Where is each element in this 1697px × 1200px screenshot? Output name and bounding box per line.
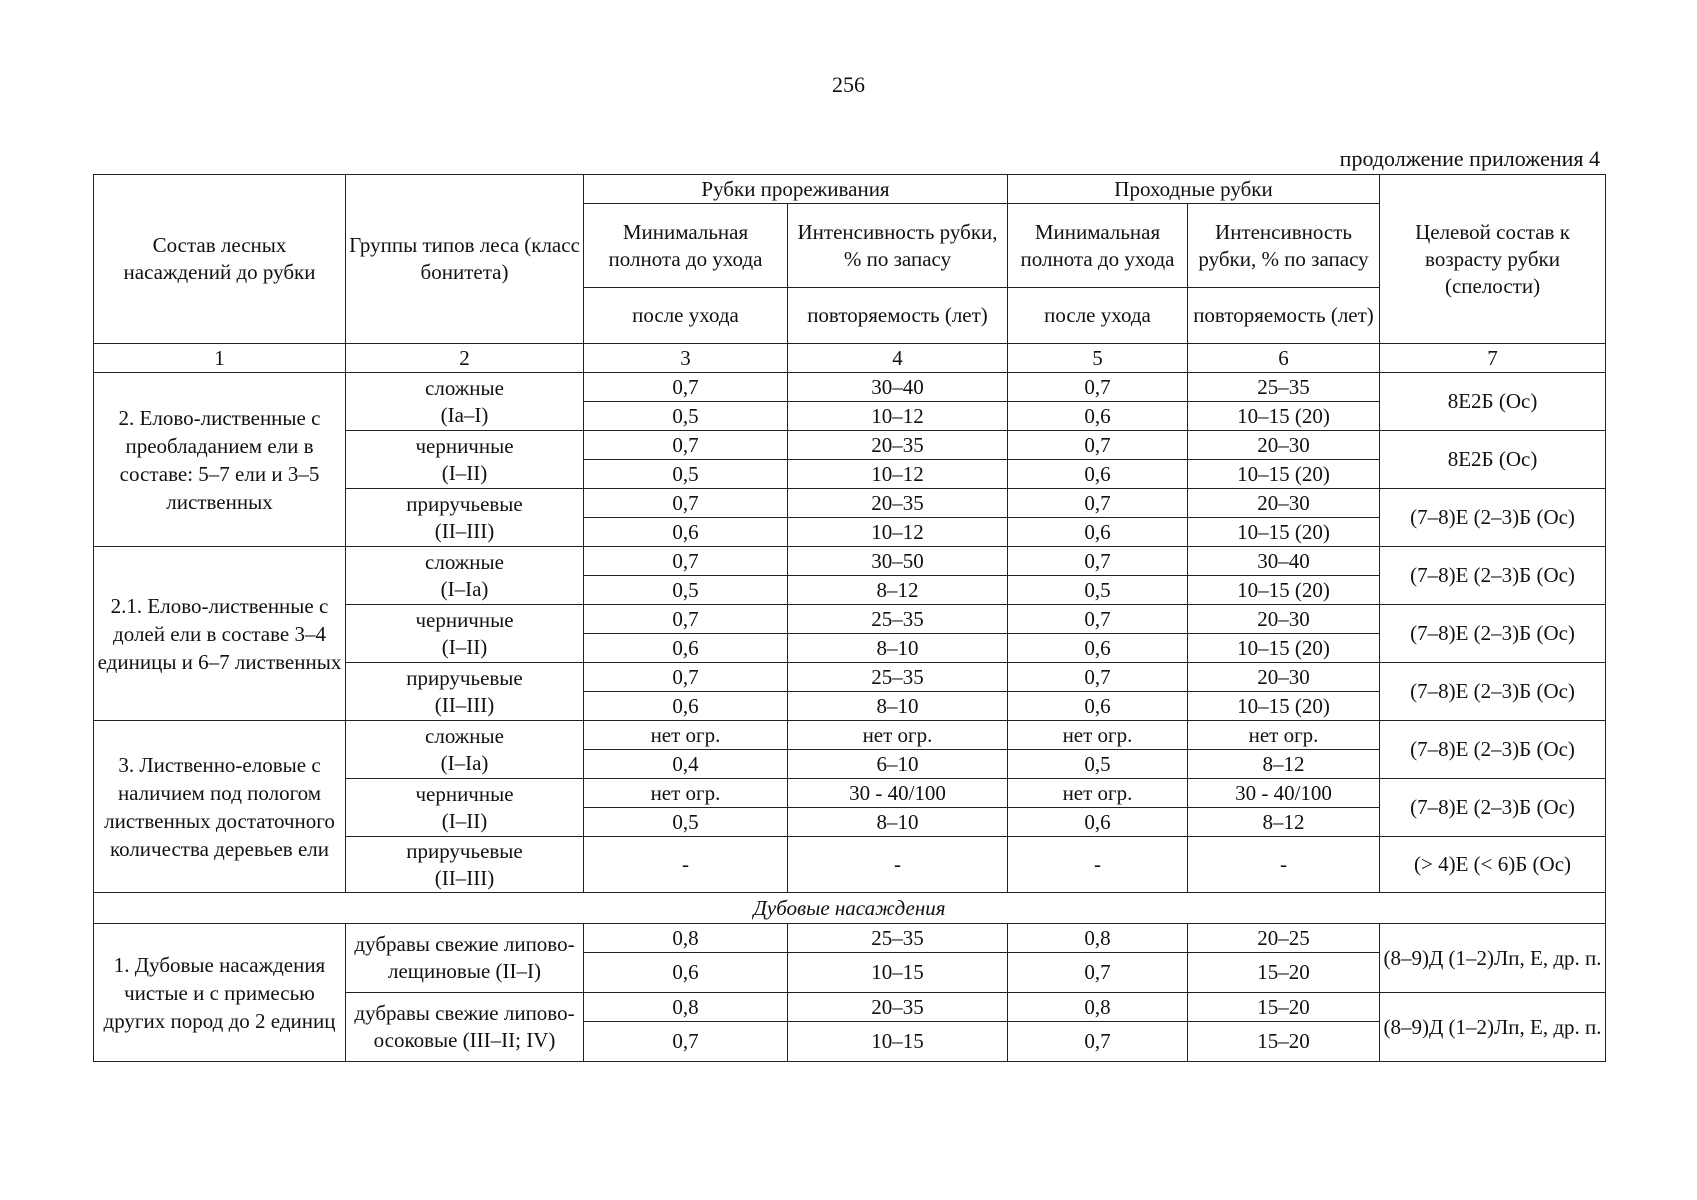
site-class: (I–Ia) (440, 576, 489, 601)
table-header (94, 175, 1606, 373)
table-row (94, 721, 1606, 750)
value-cell: 30–40 (1188, 547, 1380, 576)
value-cell: 0,7 (584, 663, 788, 692)
value-cell: 0,8 (1008, 924, 1188, 953)
value-cell: 10–15 (20) (1188, 692, 1380, 721)
value-cell: 0,8 (584, 924, 788, 953)
target-cell: (8–9)Д (1–2)Лп, Е, др. п. (1380, 924, 1606, 993)
target-cell: 8Е2Б (Ос) (1380, 373, 1606, 431)
value-cell: 10–15 (20) (1188, 518, 1380, 547)
value-cell: 0,5 (1008, 750, 1188, 779)
value-cell: 10–15 (20) (1188, 402, 1380, 431)
header-target-composition: Целевой состав к возрасту рубки (спелости) (1380, 175, 1606, 344)
composition-cell: 2. Елово-лиственные с преобладанием ели в составе: 5–7 ели и 3–5 лиственных (94, 373, 346, 547)
table-row (94, 373, 1606, 402)
target-cell: 8Е2Б (Ос) (1380, 431, 1606, 489)
header-composition: Состав лесных насаждений до рубки (94, 175, 346, 344)
value-cell: 0,7 (584, 1022, 788, 1062)
site-class: (II–III) (434, 865, 495, 890)
table-row (94, 547, 1606, 576)
value-cell: 0,7 (1008, 1022, 1188, 1062)
composition-cell: 1. Дубовые насаждения чистые и с примесью других пород до 2 единиц (94, 924, 346, 1062)
value-cell: 8–10 (788, 692, 1008, 721)
value-cell: 8–12 (788, 576, 1008, 605)
value-cell: 8–12 (1188, 808, 1380, 837)
target-cell: (> 4)Е (< 6)Б (Ос) (1380, 837, 1606, 893)
value-cell: 0,7 (1008, 953, 1188, 993)
header-min-density: Минимальная полнота до ухода (584, 204, 788, 288)
target-cell: (7–8)Е (2–3)Б (Ос) (1380, 779, 1606, 837)
column-number: 7 (1380, 344, 1606, 373)
column-number: 4 (788, 344, 1008, 373)
header-after: после ухода (584, 288, 788, 344)
value-cell: 20–35 (788, 993, 1008, 1022)
value-cell: 0,7 (1008, 605, 1188, 634)
column-numbers-row (94, 344, 1606, 373)
forest-group-cell (346, 373, 584, 431)
page-number: 256 (832, 72, 865, 97)
value-cell: 0,5 (584, 808, 788, 837)
table-body (94, 373, 1606, 1062)
forest-type: сложные (425, 375, 504, 400)
value-cell: 30–50 (788, 547, 1008, 576)
value-cell: 0,7 (584, 605, 788, 634)
forest-type: черничные (415, 607, 514, 632)
header-passage-cuts: Проходные рубки (1008, 175, 1380, 204)
value-cell: 25–35 (788, 663, 1008, 692)
value-cell: 0,7 (584, 373, 788, 402)
value-cell: 0,5 (584, 402, 788, 431)
forest-type: приручьевые (406, 491, 523, 516)
forest-group-cell: дубравы свежие липово-осоковые (III–II; IV) (346, 993, 584, 1062)
value-cell: 0,6 (584, 518, 788, 547)
forest-group-cell (346, 837, 584, 893)
site-class: (I–Ia) (440, 750, 489, 775)
value-cell: 0,6 (584, 634, 788, 663)
site-class: (I–II) (441, 808, 488, 833)
value-cell: 8–12 (1188, 750, 1380, 779)
composition-cell: 2.1. Елово-лиственные с долей ели в составе 3–4 единицы и 6–7 лиственных (94, 547, 346, 721)
forest-group-cell (346, 663, 584, 721)
composition-cell: 3. Лиственно-еловые с наличием под пологом лиственных достаточного количества деревьев ели (94, 721, 346, 893)
value-cell: 20–30 (1188, 663, 1380, 692)
value-cell: 20–25 (1188, 924, 1380, 953)
target-cell: (8–9)Д (1–2)Лп, Е, др. п. (1380, 993, 1606, 1062)
value-cell: 0,6 (1008, 402, 1188, 431)
value-cell: 10–15 (788, 1022, 1008, 1062)
value-cell: 10–15 (20) (1188, 460, 1380, 489)
forest-group-cell (346, 605, 584, 663)
continuation-note: продолжение приложения 4 (1339, 146, 1600, 171)
value-cell: нет огр. (584, 779, 788, 808)
value-cell: нет огр. (788, 721, 1008, 750)
value-cell: 10–12 (788, 518, 1008, 547)
forest-type: сложные (425, 723, 504, 748)
value-cell: 0,7 (1008, 431, 1188, 460)
value-cell: 0,6 (1008, 518, 1188, 547)
value-cell: 0,7 (584, 431, 788, 460)
forest-type: приручьевые (406, 665, 523, 690)
value-cell: 10–15 (20) (1188, 634, 1380, 663)
value-cell: 6–10 (788, 750, 1008, 779)
value-cell: 15–20 (1188, 953, 1380, 993)
value-cell: 0,6 (1008, 692, 1188, 721)
value-cell: 0,7 (584, 547, 788, 576)
value-cell: 10–15 (788, 953, 1008, 993)
value-cell: нет огр. (1008, 779, 1188, 808)
header-forest-groups: Группы типов леса (класс бонитета) (346, 175, 584, 344)
column-number: 2 (346, 344, 584, 373)
column-number: 5 (1008, 344, 1188, 373)
value-cell: 25–35 (788, 605, 1008, 634)
forest-type: черничные (415, 433, 514, 458)
value-cell: - (584, 837, 788, 893)
value-cell: 30 - 40/100 (788, 779, 1008, 808)
value-cell: 20–30 (1188, 489, 1380, 518)
column-number: 3 (584, 344, 788, 373)
forest-type: сложные (425, 549, 504, 574)
header-intensity: Интенсивность рубки, % по запасу (788, 204, 1008, 288)
header-thinning: Рубки прореживания (584, 175, 1008, 204)
value-cell: 20–30 (1188, 431, 1380, 460)
value-cell: 0,4 (584, 750, 788, 779)
value-cell: 0,6 (1008, 634, 1188, 663)
value-cell: - (1008, 837, 1188, 893)
table-row (94, 924, 1606, 953)
header-intensity-2: Интенсивность рубки, % по запасу (1188, 204, 1380, 288)
target-cell: (7–8)Е (2–3)Б (Ос) (1380, 663, 1606, 721)
value-cell: 0,7 (584, 489, 788, 518)
value-cell: нет огр. (1188, 721, 1380, 750)
value-cell: 25–35 (1188, 373, 1380, 402)
forest-type: приручьевые (406, 838, 523, 863)
value-cell: 20–35 (788, 489, 1008, 518)
forest-group-cell (346, 547, 584, 605)
forest-group-cell: дубравы свежие липово-лещиновые (II–I) (346, 924, 584, 993)
forest-group-cell (346, 779, 584, 837)
header-repeat: повторяемость (лет) (788, 288, 1008, 344)
header-min-density-2: Минимальная полнота до ухода (1008, 204, 1188, 288)
site-class: (I–II) (441, 634, 488, 659)
forest-group-cell (346, 489, 584, 547)
value-cell: 15–20 (1188, 993, 1380, 1022)
value-cell: 15–20 (1188, 1022, 1380, 1062)
value-cell: 10–15 (20) (1188, 576, 1380, 605)
column-number: 6 (1188, 344, 1380, 373)
section-title: Дубовые насаждения (94, 893, 1606, 924)
site-class: (II–III) (434, 518, 495, 543)
value-cell: 0,7 (1008, 373, 1188, 402)
section-row (94, 893, 1606, 924)
forest-thinning-table (93, 174, 1606, 1062)
value-cell: 0,8 (584, 993, 788, 1022)
target-cell: (7–8)Е (2–3)Б (Ос) (1380, 547, 1606, 605)
forest-group-cell (346, 721, 584, 779)
value-cell: 20–35 (788, 431, 1008, 460)
site-class: (Ia–I) (440, 402, 489, 427)
site-class: (I–II) (441, 460, 488, 485)
site-class: (II–III) (434, 692, 495, 717)
header-repeat-2: повторяемость (лет) (1188, 288, 1380, 344)
value-cell: 0,7 (1008, 547, 1188, 576)
forest-group-cell (346, 431, 584, 489)
target-cell: (7–8)Е (2–3)Б (Ос) (1380, 489, 1606, 547)
value-cell: 30–40 (788, 373, 1008, 402)
value-cell: - (788, 837, 1008, 893)
value-cell: 8–10 (788, 808, 1008, 837)
value-cell: 20–30 (1188, 605, 1380, 634)
value-cell: нет огр. (584, 721, 788, 750)
value-cell: 10–12 (788, 402, 1008, 431)
forest-type: черничные (415, 781, 514, 806)
header-after-2: после ухода (1008, 288, 1188, 344)
value-cell: 0,6 (584, 953, 788, 993)
value-cell: 0,5 (584, 576, 788, 605)
value-cell: 0,5 (584, 460, 788, 489)
target-cell: (7–8)Е (2–3)Б (Ос) (1380, 605, 1606, 663)
value-cell: 0,8 (1008, 993, 1188, 1022)
value-cell: 0,5 (1008, 576, 1188, 605)
value-cell: - (1188, 837, 1380, 893)
target-cell: (7–8)Е (2–3)Б (Ос) (1380, 721, 1606, 779)
value-cell: 25–35 (788, 924, 1008, 953)
value-cell: 0,6 (1008, 808, 1188, 837)
value-cell: 0,6 (584, 692, 788, 721)
value-cell: 0,7 (1008, 663, 1188, 692)
value-cell: 8–10 (788, 634, 1008, 663)
value-cell: 10–12 (788, 460, 1008, 489)
value-cell: 30 - 40/100 (1188, 779, 1380, 808)
value-cell: 0,6 (1008, 460, 1188, 489)
value-cell: 0,7 (1008, 489, 1188, 518)
column-number: 1 (94, 344, 346, 373)
value-cell: нет огр. (1008, 721, 1188, 750)
